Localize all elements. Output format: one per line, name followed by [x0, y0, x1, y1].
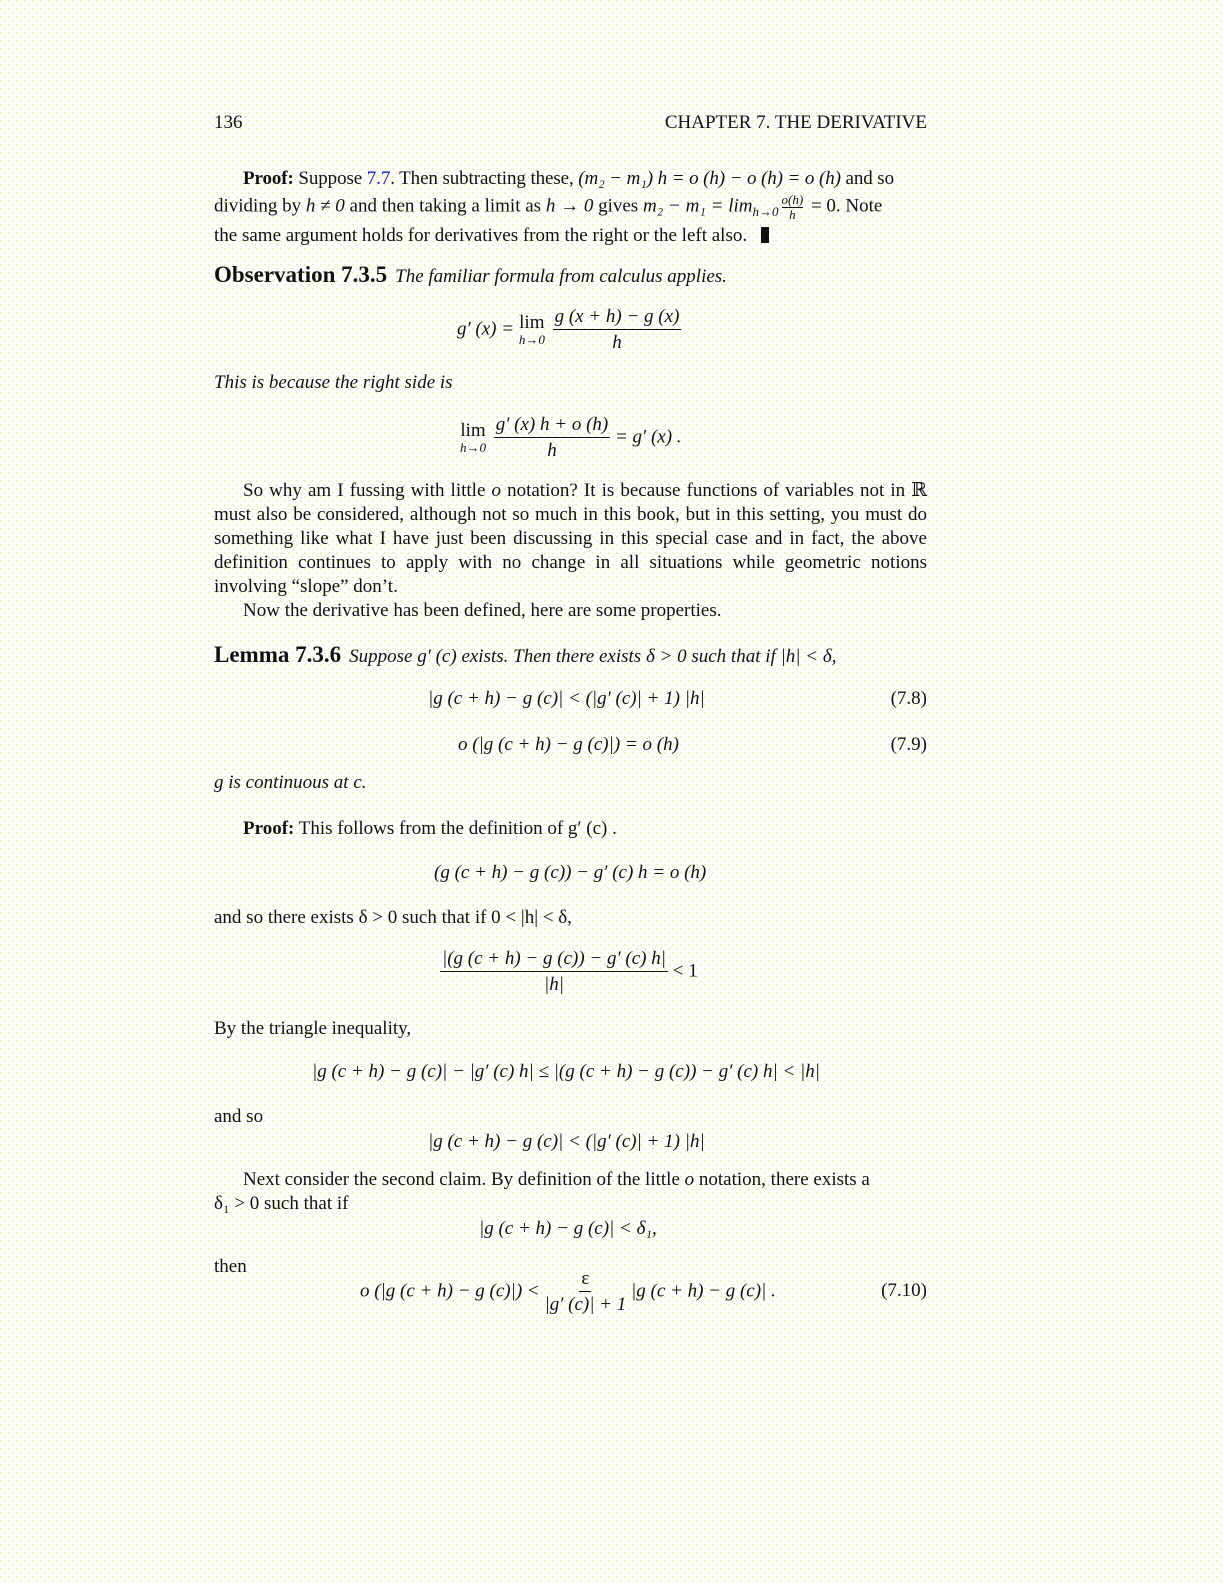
limit-operator — [460, 421, 486, 455]
equation-right-side — [460, 414, 682, 462]
discussion-text: must also be considered, although not so much in this book, but in this setting, you must do something like what I have just been discussing in this special case and in fact, the above definition continues to apply with no change in all situations while geometric notions involving “slope” don’t. — [214, 504, 927, 597]
reals-symbol: ℝ — [911, 480, 927, 501]
equation-delta-1: |g (c + h) − g (c)| < δ₁, — [479, 1218, 657, 1239]
inline-math: o — [684, 1169, 695, 1190]
limit-operator — [519, 313, 545, 347]
equation-lhs: o (|g (c + h) − g (c)|) < — [360, 1280, 545, 1302]
proof-text: . Note — [835, 195, 883, 217]
inline-math: h → 0 — [545, 195, 594, 217]
equation-derivative-definition — [457, 306, 681, 354]
proof-text: Suppose — [293, 168, 367, 189]
lemma-statement: Suppose g′ (c) exists. Then there exists δ > 0 such that if |h| < δ, — [349, 646, 837, 667]
proof-text: notation, there exists a — [694, 1169, 870, 1190]
proof-text: gives — [593, 195, 643, 217]
fraction-denominator: h — [547, 440, 557, 461]
lemma-heading — [214, 642, 836, 668]
equation-ratio-less-than-one — [440, 948, 698, 996]
fraction-denominator: |g′ (c)| + 1 — [544, 1294, 627, 1315]
proof-text: then — [214, 1256, 247, 1277]
equation-result: |g (c + h) − g (c)| < (|g′ (c)| + 1) |h| — [428, 1131, 705, 1152]
discussion-text: notation? It is because functions of variables not in — [500, 480, 912, 501]
running-header: CHAPTER 7. THE DERIVATIVE — [664, 112, 927, 133]
equation-reference-link[interactable]: 7.7 — [366, 168, 391, 189]
proof-text: By the triangle inequality, — [214, 1018, 412, 1039]
fraction-numerator: |(g (c + h) − g (c)) − g′ (c) h| — [440, 948, 668, 972]
equation-number-7-10: (7.10) — [881, 1280, 927, 1301]
proof-text: This follows from the definition of g′ (c) . — [294, 818, 617, 839]
fraction-numerator: o(h) — [781, 192, 804, 207]
inline-math: (m₂ − m₁) h = o (h) − o (h) = o (h) — [578, 168, 841, 189]
fraction-denominator: |h| — [544, 974, 564, 995]
lemma-label: Lemma 7.3.6 — [214, 642, 342, 667]
equation-number-7-9: (7.9) — [890, 734, 927, 755]
proof-text: and so — [840, 168, 894, 189]
inline-math: o — [491, 480, 501, 501]
proof-text: dividing by — [214, 195, 306, 217]
proof-label: Proof: — [243, 818, 295, 839]
equation-7-10 — [360, 1268, 776, 1316]
inline-fraction — [782, 193, 804, 221]
proof-text: and so there exists δ > 0 such that if 0 < |h| < δ, — [214, 907, 572, 928]
proof-paragraph-1 — [214, 167, 927, 248]
fraction — [553, 306, 682, 354]
qed-square-icon — [761, 227, 769, 243]
limit-text: lim — [460, 420, 486, 441]
discussion-text: So why am I fussing with little — [243, 480, 492, 501]
fraction — [545, 1268, 627, 1316]
observation-explanation: This is because the right side is — [214, 372, 453, 393]
fraction-denominator: h — [789, 207, 796, 222]
proof-text: and so — [214, 1106, 264, 1127]
limit-text: lim — [519, 312, 545, 333]
equation-triangle-inequality: |g (c + h) − g (c)| − |g′ (c) h| ≤ |(g (c + h) − g (c)) − g′ (c) h| < |h| — [312, 1061, 820, 1082]
equation-rhs: |g (c + h) − g (c)| . — [626, 1280, 776, 1302]
fraction — [494, 414, 610, 462]
equation-rhs: = g′ (x) . — [614, 426, 682, 448]
proof-text: δ₁ > 0 such that if — [214, 1193, 349, 1214]
observation-statement: The familiar formula from calculus applies. — [395, 266, 727, 287]
inline-math: h ≠ 0 — [305, 195, 345, 217]
proof-text: and then taking a limit as — [344, 195, 546, 217]
limit-subscript: h→0 — [460, 440, 486, 455]
equation-7-8: |g (c + h) − g (c)| < (|g′ (c)| + 1) |h| — [428, 688, 705, 709]
proof-label: Proof: — [243, 168, 294, 189]
lemma-conclusion: g is continuous at c. — [214, 772, 367, 793]
inline-math: = 0 — [806, 195, 836, 217]
equation-number-7-8: (7.8) — [890, 688, 927, 709]
fraction — [440, 948, 668, 996]
proof-text: . Then subtracting these, — [390, 168, 579, 189]
inline-math: m₂ − m₁ = lim — [642, 195, 753, 217]
fraction-denominator: h — [612, 332, 622, 353]
discussion-text-2: Now the derivative has been defined, here are some properties. — [243, 600, 722, 621]
equation-lhs: g′ (x) = — [457, 318, 519, 340]
limit-subscript: h→0 — [518, 332, 545, 347]
equation-rhs: < 1 — [667, 960, 698, 982]
limit-subscript: h→0 — [752, 204, 779, 220]
fraction-numerator: g (x + h) − g (x) — [553, 306, 682, 330]
second-claim-paragraph — [214, 1168, 927, 1216]
fraction-numerator: g′ (x) h + o (h) — [494, 414, 610, 438]
proof-text: Next consider the second claim. By definition of the little — [243, 1169, 685, 1190]
proof-text: the same argument holds for derivatives from the right or the left also. — [214, 225, 748, 247]
observation-label: Observation 7.3.5 — [214, 262, 388, 287]
observation-heading — [214, 262, 727, 288]
page-number: 136 — [214, 112, 243, 133]
equation-7-9: o (|g (c + h) − g (c)|) = o (h) — [458, 734, 679, 755]
fraction-numerator: ε — [579, 1268, 591, 1292]
discussion-paragraph — [214, 479, 927, 623]
equation-little-o: (g (c + h) − g (c)) − g′ (c) h = o (h) — [434, 862, 707, 883]
proof-2-intro — [243, 817, 617, 841]
